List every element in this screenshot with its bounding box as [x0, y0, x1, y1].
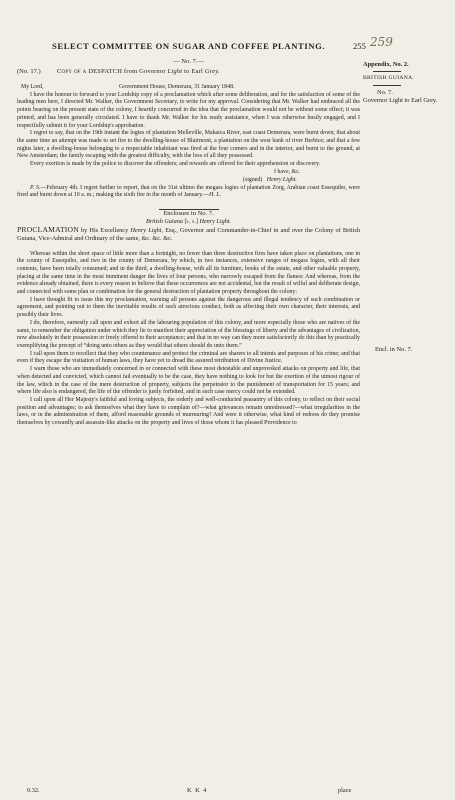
paragraph: Whereas within the short space of little more than a fortnight, no fewer than three destructive fires have taken place on plantations, one in the county of Essequibo, and two in the county of Demerara, by which, in two instances, extensive ranges of megass logies, with all their contents, have been totally consumed; and in the third, a dwelling-house, with all its furniture, books of the estate, and other valuable property, placing at the same time in the most imminent danger the lives of four persons, who narrowly escaped from the flames: And whereas, from the evidence already obtained, there is every reason to believe that these occurrences are not accidental, but the result of wilful and deliberate design, and connected with some plan or combination for the general destruction of plantation property throughout the colony:: [17, 250, 360, 296]
handwritten-page-number: 259: [370, 35, 393, 49]
signature-mark: K K 4: [187, 787, 208, 794]
salutation-line: [17, 84, 360, 92]
running-title: SELECT COMMITTEE ON SUGAR AND COFFEE PLANTING.: [52, 41, 326, 51]
proclamation-body: [17, 251, 360, 428]
paragraph: I regret to say, that on the 19th instant the logies of plantation Melleville, Mahaica River, east coast Demerara, were burnt down; that about the same time an attempt was made to set fire to the dwelling-house of Blairmont, a plantation on the west bank of river Berbice; and that a few nights later, a dwelling-house belonging to a respectable inhabitant was fired at the four corners and in the interior, and burnt to the ground, at New Amsterdam; the family escaping with the greatest difficulty, with the loss of all they possessed.: [17, 130, 360, 160]
despatch-serial: (No. 17.): [17, 67, 41, 75]
proclamation-seal-line: British Guiana [l. s.] Henry Light.: [145, 217, 232, 225]
despatch-ref-description: Governor Light to Earl Grey.: [363, 96, 438, 104]
paragraph: I warn those who are immediately concerned in or connected with these most detestable and unprovoked attacks on property and life, that when detected and convicted, which cannot fail eventually to be the case, they have nothing to look for but the exertion of the utmost rigour of the law, which in the case of the mere destruction of property, subjects the perpetrator to the punishment of transportation for 15 years; and where life also is endangered, the life of the offender is justly forfeited, and in such case mercy could not be extended.: [17, 366, 360, 396]
catchword: place: [338, 787, 352, 794]
page-footer: [17, 787, 360, 795]
proclamation-heading: PROCLAMATION by His Excellency Henry Light, Esq., Governor and Commander-in-Chief in and over the Colony of British Guiana, Vice-Admiral and Ordinary of the same, &c. &c. &c.: [17, 224, 361, 242]
paragraph: I have thought fit to issue this my proclamation, warning all persons against the dangerous and illegal tendency of such combination or agreement, and pointing out to them the inevitable results of such atrocious conduct, both as affecting their own character, their interests, and possibly their lives.: [17, 296, 360, 319]
postscript: P. S.—February 4th. I regret further to report, that on the 31st ultimo the megass logies of plantation Zorg, Arabian coast Essequibo, were fired and burnt down at 10 a. m.; making the sixth fire in the month of January.—H. L.: [17, 184, 360, 199]
paragraph: I have the honour to forward to your Lordship copy of a proclamation which after some deliberation, and for the satisfaction of some of the leading men here, I directed Mr. Walker, the Government Secretary, to write for my approval. Considering that Mr. Walker had embraced all the points bearing on the present state of the colony, I heartily concurred in the idea that the proclamation would not be without some effect; it was printed, and has been generally circulated. I have to thank Mr. Walker for his ready assistance, when I was otherwise busily engaged, and I respectfully submit it for your Lordship's approbation.: [17, 91, 360, 129]
appendix-label: Appendix, No. 2.: [363, 61, 409, 68]
page-header: [14, 35, 434, 55]
page-number: 255: [353, 41, 366, 51]
paragraph: I call upon them to recollect that they who countenance and protect the criminal are sharers to all intents and purposes of his crime; and that even if they escape the visitation of human laws, they have yet to dread the assured retribution of Divine Justice.: [17, 350, 360, 365]
dateline: Government House, Demerara, 31 January 1848.: [119, 83, 235, 90]
despatch-ref-number: No. 7.: [377, 89, 393, 97]
main-text-column: [17, 58, 360, 428]
enclosure-title: Enclosure in No. 7.: [163, 210, 214, 218]
colony-label: BRITISH GUIANA.: [363, 75, 415, 82]
salutation: My Lord,: [21, 83, 44, 90]
despatch-caption: [17, 68, 360, 77]
footer-left-mark: 0.32.: [27, 787, 40, 794]
margin-note-enclosure: [363, 346, 451, 353]
paragraph: I do, therefore, earnestly call upon and exhort all the labouring population of this colony, and more especially those who are natives of the same, to remember the obligation under which they lie to manifest their appreciation of the blessings of liberty and the advantages of civilization, now absolutely in their possession or freely offered to their acceptance; and that in no way can they more satisfactorily do this than by practically exemplifying the precept of “doing unto others as they would that others should do unto them.”: [17, 319, 360, 349]
signature-block: [17, 169, 360, 185]
signed-line: (signed) Henry Light.: [243, 176, 297, 183]
margin-note-appendix: [363, 61, 451, 104]
enclosure-ref: Encl. in No. 7.: [375, 346, 413, 353]
despatch-number-heading: — No. 7.—: [173, 58, 204, 65]
closing: I have, &c.: [274, 168, 301, 175]
margin-rule: [373, 85, 401, 86]
paragraph: Every exertion is made by the police to discover the offenders; and rewards are offered for their apprehension or discovery.: [30, 161, 321, 168]
despatch-caption-text: Copy of a DESPATCH from Governor Light to Earl Grey.: [57, 67, 220, 75]
margin-rule: [373, 71, 401, 72]
paragraph: I call upon all Her Majesty's faithful and loving subjects, the orderly and well-conducted peasantry of this colony, to reflect on their social position and advantages; to ask themselves what they have to complain of?—what grievances remain unredressed?—what irregularities in the laws, or in the administration of them, afford reasonable grounds of murmuring? And were it otherwise, what kind of redress do they promise themselves by cowardly and assassin-like attacks on the property and lives of those whom it has pleased Providence to: [17, 396, 360, 427]
